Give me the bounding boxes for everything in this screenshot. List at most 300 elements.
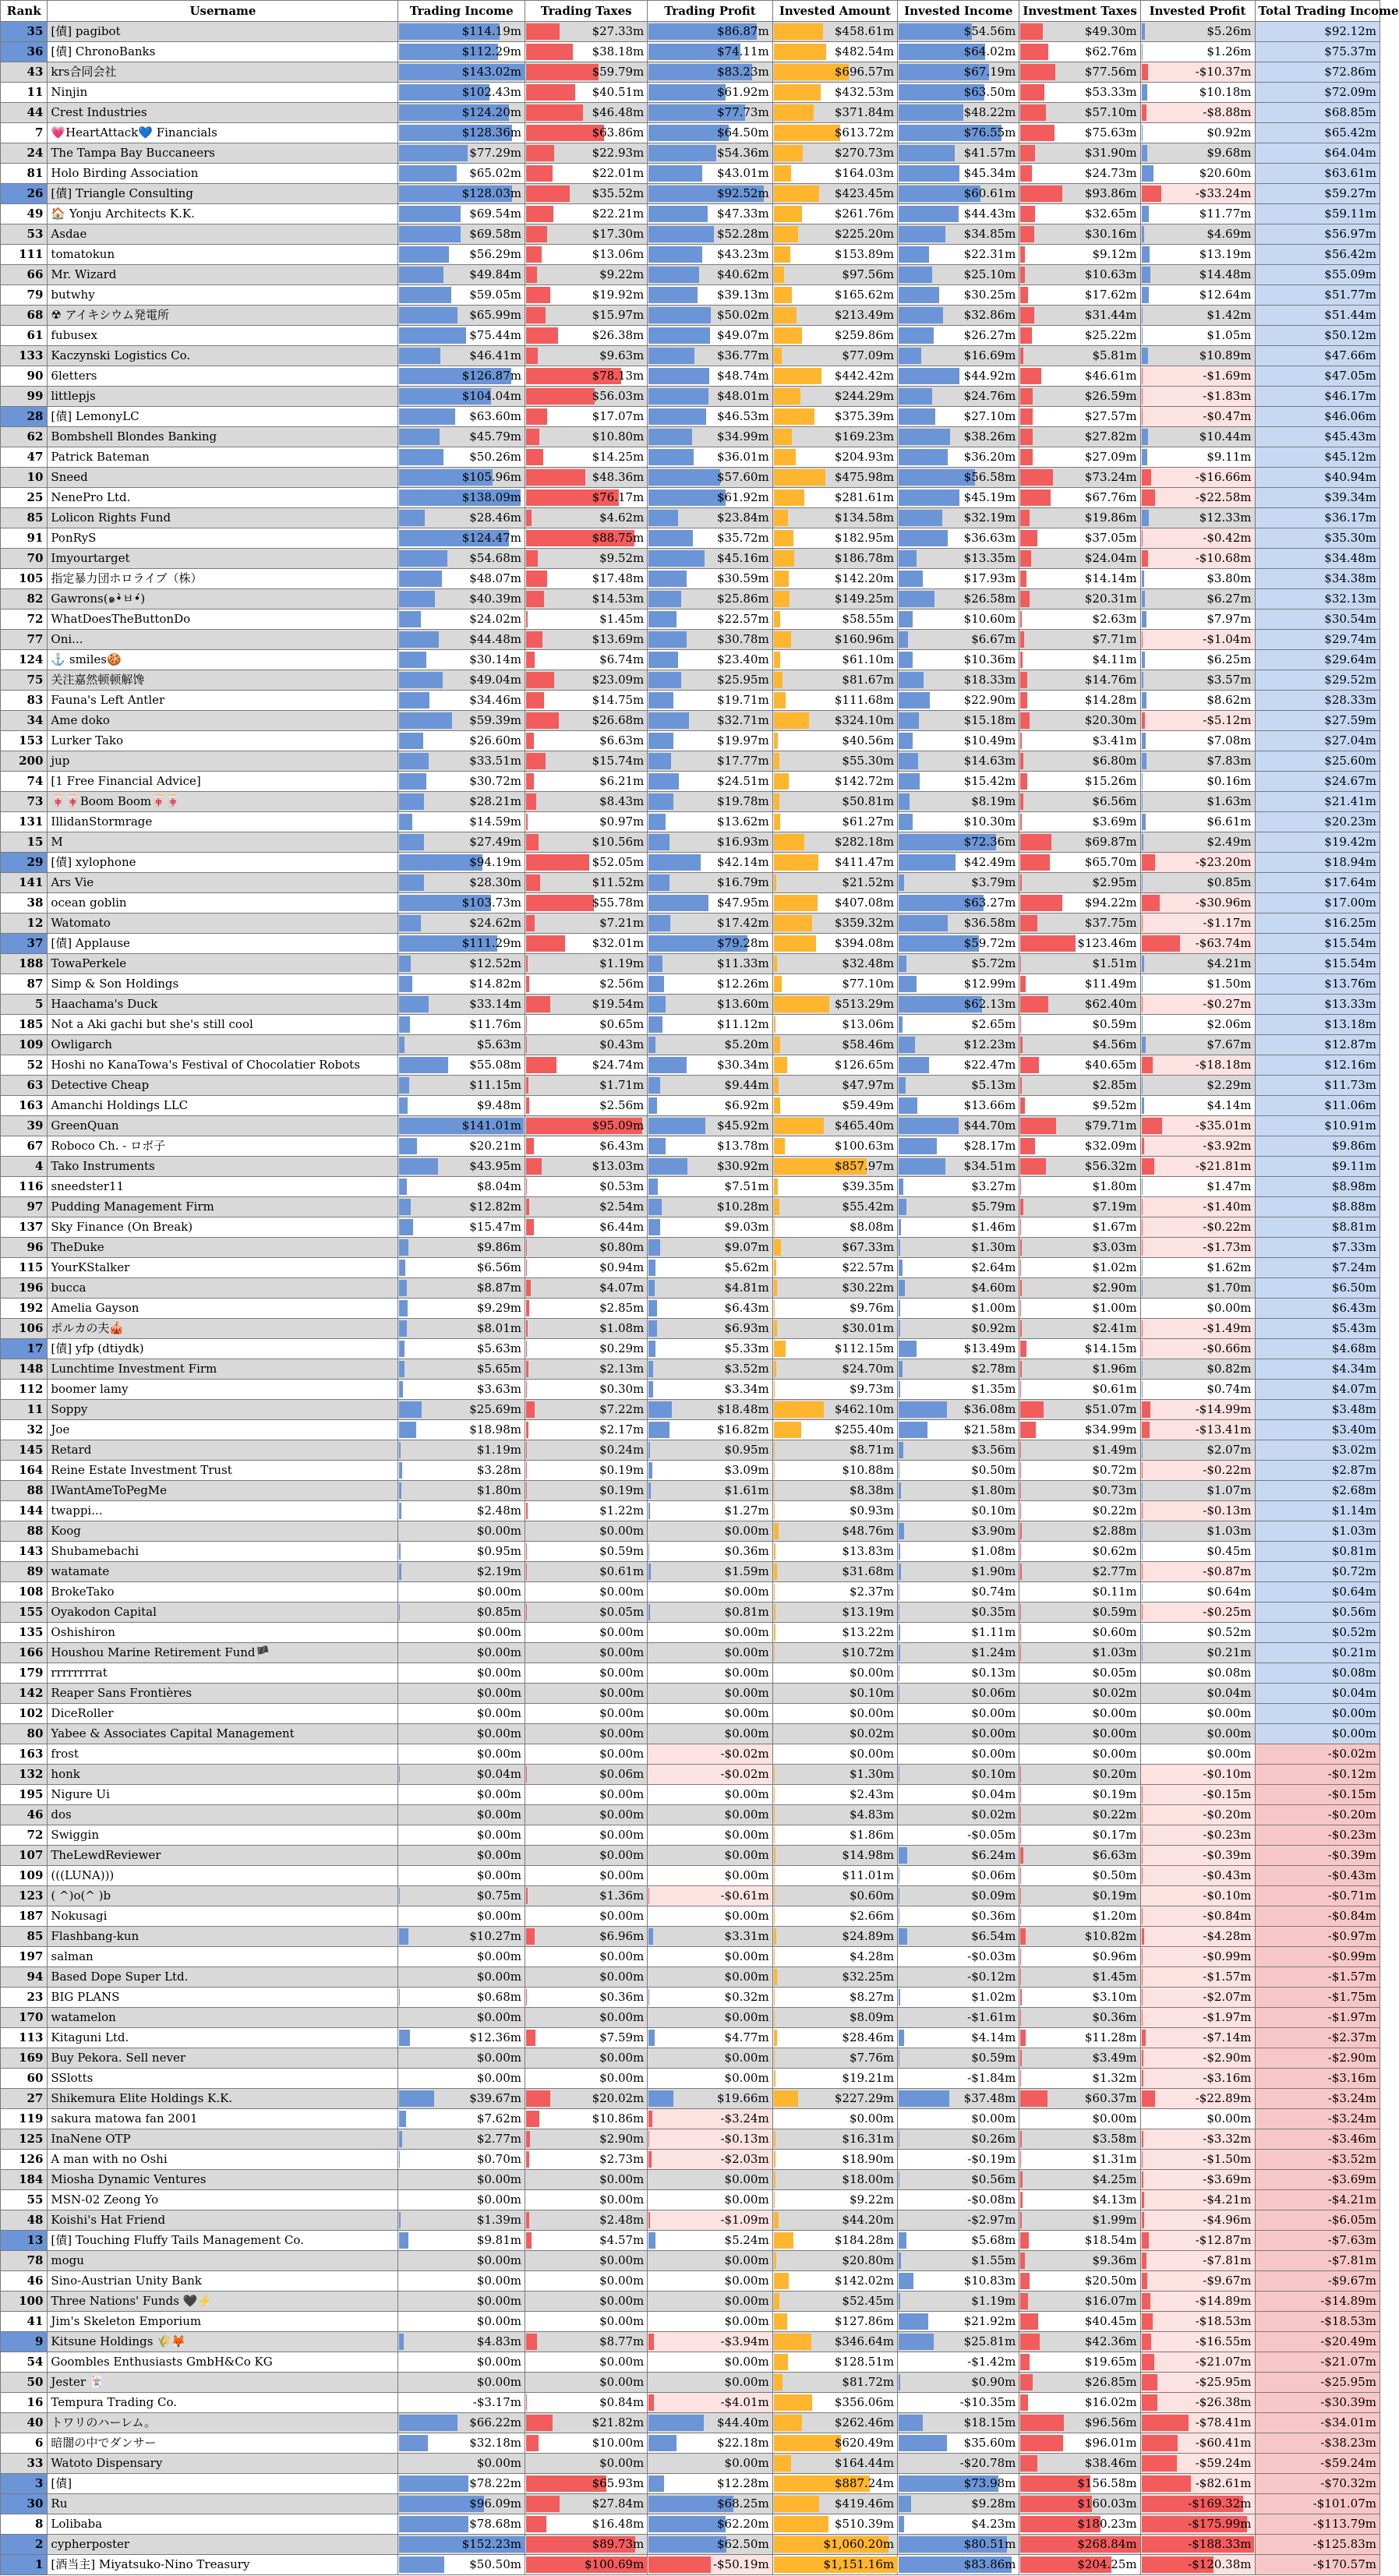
- value-text: $0.62m: [1092, 1544, 1137, 1558]
- value-text: $69.87m: [1084, 835, 1137, 849]
- table-row: [1, 2271, 1380, 2292]
- value-text: $51.07m: [1084, 1402, 1137, 1416]
- trading-income-cell: [398, 873, 525, 893]
- trading-taxes-cell: [525, 184, 647, 204]
- trading-profit-cell: [648, 731, 772, 751]
- rank-cell: 166: [1, 1643, 48, 1663]
- invested-amount-cell: [772, 326, 897, 346]
- value-text: $19.78m: [716, 794, 769, 808]
- investment-taxes-cell: [1019, 1967, 1140, 1988]
- value-bar: [774, 2374, 783, 2390]
- value-text: $411.47m: [834, 855, 895, 869]
- invested-profit-cell: [1140, 670, 1255, 691]
- value-text: $9.28m: [971, 2496, 1016, 2511]
- value-bar: [774, 2354, 788, 2370]
- value-text: $0.61m: [1092, 1382, 1137, 1396]
- value-bar: [1020, 1320, 1021, 1337]
- value-text: -$0.10m: [1203, 1889, 1252, 1903]
- value-text: $36.63m: [963, 531, 1016, 545]
- value-text: -$7.14m: [1203, 2030, 1252, 2044]
- value-text: $10.36m: [963, 652, 1016, 666]
- rank-cell: 135: [1, 1623, 48, 1643]
- value-text: $0.70m: [476, 2152, 521, 2166]
- value-text: $18.33m: [963, 673, 1016, 687]
- table-row: [1, 2535, 1380, 2555]
- table-row: [1, 2150, 1380, 2170]
- table-row: [1, 1217, 1380, 1238]
- username-cell: (((LUNA))): [48, 1866, 398, 1886]
- value-bar: [1020, 2435, 1063, 2451]
- investment-taxes-cell: [1019, 711, 1140, 731]
- value-text: $6.25m: [1206, 652, 1252, 666]
- trading-taxes-cell: [525, 265, 647, 285]
- value-text: $0.00m: [724, 2375, 769, 2389]
- trading-taxes-cell: [525, 2251, 647, 2271]
- value-text: $18.48m: [716, 1402, 769, 1416]
- trading-taxes-cell: [525, 1805, 647, 1825]
- value-text: -$0.39m: [1203, 1848, 1252, 1862]
- value-bar: [899, 1178, 903, 1195]
- value-text: $65.02m: [469, 166, 521, 180]
- invested-amount-cell: [772, 2150, 897, 2170]
- value-text: $17.00m: [1324, 896, 1376, 910]
- value-text: -$1.09m: [720, 2213, 769, 2227]
- username-cell: Kitaguni Ltd.: [48, 2028, 398, 2048]
- value-bar: [1142, 2030, 1146, 2046]
- value-text: $0.08m: [1331, 1666, 1376, 1680]
- table-row: [1, 1015, 1380, 1035]
- value-text: $2.88m: [1092, 1524, 1137, 1538]
- value-bar: [899, 510, 942, 526]
- rank-cell: 68: [1, 306, 48, 326]
- value-text: $32.18m: [469, 2436, 521, 2450]
- value-text: $2.77m: [1092, 1564, 1137, 1578]
- value-text: $10.83m: [963, 2274, 1016, 2288]
- value-text: $0.75m: [476, 1889, 521, 1903]
- trading-profit-cell: [648, 326, 772, 346]
- value-text: -$30.96m: [1195, 896, 1252, 910]
- trading-taxes-cell: [525, 346, 647, 366]
- value-text: $0.00m: [476, 1686, 521, 1700]
- invested-profit-cell: [1140, 610, 1255, 630]
- invested-amount-cell: [772, 204, 897, 224]
- investment-taxes-cell: [1019, 2150, 1140, 2170]
- value-bar: [1142, 631, 1143, 648]
- value-text: $20.23m: [1324, 814, 1376, 829]
- value-text: $8.27m: [849, 1990, 895, 2004]
- value-bar: [899, 2313, 928, 2330]
- rank-cell: 50: [1, 2373, 48, 2393]
- value-text: $24.62m: [469, 916, 521, 930]
- value-text: -$0.13m: [1203, 1504, 1252, 1518]
- value-text: $0.00m: [1206, 1301, 1252, 1315]
- value-bar: [899, 226, 945, 242]
- value-text: -$0.84m: [1203, 1909, 1252, 1923]
- value-text: $1.03m: [1092, 1645, 1137, 1659]
- value-text: -$3.17m: [472, 2395, 521, 2409]
- value-text: $0.00m: [849, 1747, 895, 1761]
- invested-amount-cell: [772, 42, 897, 62]
- username-cell: Simp & Son Holdings: [48, 974, 398, 995]
- total-trading-income-cell: [1255, 1096, 1380, 1116]
- invested-income-cell: [898, 427, 1019, 447]
- value-text: $18.00m: [842, 2172, 895, 2186]
- value-text: $6.74m: [599, 652, 645, 666]
- value-text: $0.00m: [599, 1970, 645, 1984]
- value-text: $4.62m: [599, 511, 645, 525]
- value-text: -$125.83m: [1312, 2537, 1376, 2551]
- total-trading-income-cell: [1255, 326, 1380, 346]
- value-bar: [399, 1442, 400, 1458]
- value-bar: [1020, 773, 1027, 790]
- trading-income-cell: [398, 1116, 525, 1136]
- invested-amount-cell: [772, 346, 897, 366]
- invested-income-cell: [898, 1258, 1019, 1278]
- value-text: $3.90m: [971, 1524, 1016, 1538]
- username-cell: Nigure Ui: [48, 1785, 398, 1805]
- table-header: [1, 1, 1399, 22]
- value-bar: [1020, 2334, 1039, 2350]
- username-cell: Sky Finance (On Break): [48, 1217, 398, 1238]
- value-bar: [899, 1381, 900, 1398]
- value-text: -$22.89m: [1195, 2091, 1252, 2105]
- trading-taxes-cell: [525, 913, 647, 934]
- value-text: $8.87m: [476, 1281, 521, 1295]
- value-bar: [399, 2435, 427, 2451]
- value-bar: [399, 2151, 400, 2168]
- invested-income-cell: [898, 1623, 1019, 1643]
- invested-amount-cell: [772, 2433, 897, 2454]
- value-bar: [774, 1381, 775, 1398]
- value-bar: [648, 895, 708, 911]
- value-text: $2.43m: [849, 1787, 895, 1801]
- value-text: $0.22m: [1092, 1807, 1137, 1822]
- invested-profit-cell: [1140, 346, 1255, 366]
- trading-taxes-cell: [525, 1380, 647, 1400]
- value-bar: [774, 854, 818, 871]
- value-bar: [1020, 2171, 1022, 2188]
- value-text: $620.49m: [834, 2436, 895, 2450]
- value-text: $14.15m: [1084, 1341, 1137, 1355]
- total-trading-income-cell: [1255, 1035, 1380, 1055]
- value-bar: [399, 591, 435, 607]
- table-row: [1, 1562, 1380, 1582]
- value-text: $56.42m: [1324, 247, 1376, 261]
- rank-cell: 88: [1, 1521, 48, 1542]
- value-text: $28.30m: [469, 875, 521, 889]
- investment-taxes-cell: [1019, 1663, 1140, 1684]
- investment-taxes-cell: [1019, 873, 1140, 893]
- investment-taxes-cell: [1019, 2433, 1140, 2454]
- investment-taxes-cell: [1019, 1785, 1140, 1805]
- rank-cell: 115: [1, 1258, 48, 1278]
- value-text: $22.57m: [842, 1260, 895, 1274]
- value-bar: [1142, 2050, 1143, 2066]
- invested-profit-cell: [1140, 2170, 1255, 2190]
- trading-profit-cell: [648, 2352, 772, 2373]
- username-cell: Lolicon Rights Fund: [48, 508, 398, 528]
- value-text: -$26.38m: [1195, 2395, 1252, 2409]
- value-text: $0.17m: [1092, 1828, 1137, 1842]
- trading-taxes-cell: [525, 954, 647, 974]
- value-text: $0.00m: [1092, 1706, 1137, 1720]
- value-text: $2.85m: [599, 1301, 645, 1315]
- value-text: $0.61m: [599, 1564, 645, 1578]
- value-text: $60.61m: [963, 186, 1016, 200]
- value-text: -$1.57m: [1203, 1970, 1252, 1984]
- value-text: $56.03m: [592, 389, 645, 403]
- value-text: $32.01m: [592, 936, 645, 950]
- value-text: $0.16m: [1206, 774, 1252, 788]
- value-text: $45.79m: [469, 429, 521, 443]
- value-text: $51.44m: [1324, 308, 1376, 322]
- invested-income-cell: [898, 1846, 1019, 1866]
- value-text: $1.02m: [1092, 1260, 1137, 1274]
- value-bar: [399, 408, 455, 425]
- trading-income-cell: [398, 853, 525, 873]
- invested-income-cell: [898, 1217, 1019, 1238]
- value-text: -$120.38m: [1188, 2557, 1252, 2571]
- value-text: $17.42m: [716, 916, 769, 930]
- value-bar: [1142, 2394, 1157, 2411]
- invested-profit-cell: [1140, 508, 1255, 528]
- value-text: -$1.17m: [1203, 916, 1252, 930]
- value-bar: [526, 2090, 550, 2107]
- value-text: $13.18m: [1324, 1017, 1376, 1031]
- invested-amount-cell: [772, 508, 897, 528]
- value-text: $20.80m: [842, 2253, 895, 2267]
- investment-taxes-cell: [1019, 1582, 1140, 1602]
- invested-income-cell: [898, 447, 1019, 468]
- username-cell: ( ^)o(^ )b: [48, 1886, 398, 1906]
- invested-amount-cell: [772, 488, 897, 508]
- value-bar: [526, 206, 553, 222]
- value-bar: [526, 104, 583, 121]
- invested-amount-cell: [772, 1055, 897, 1076]
- total-trading-income-cell: [1255, 1015, 1380, 1035]
- value-text: -$0.13m: [720, 2132, 769, 2146]
- value-text: $17.77m: [716, 754, 769, 768]
- investment-taxes-cell: [1019, 1825, 1140, 1846]
- invested-profit-cell: [1140, 812, 1255, 832]
- value-bar: [774, 672, 783, 688]
- invested-profit-cell: [1140, 893, 1255, 913]
- value-bar: [648, 1037, 655, 1053]
- value-bar: [648, 1280, 655, 1296]
- value-text: $16.93m: [716, 835, 769, 849]
- value-bar: [899, 1928, 907, 1945]
- value-text: -$0.42m: [1203, 531, 1252, 545]
- invested-amount-cell: [772, 630, 897, 650]
- value-text: $10.18m: [1199, 85, 1252, 99]
- value-bar: [1142, 1097, 1144, 1114]
- value-bar: [1142, 834, 1143, 850]
- table-row: [1, 1116, 1380, 1136]
- trading-taxes-cell: [525, 1299, 647, 1319]
- value-bar: [774, 429, 792, 445]
- value-bar: [899, 1199, 906, 1215]
- value-text: $10.63m: [1084, 267, 1137, 281]
- value-text: $16.25m: [1324, 916, 1376, 930]
- total-trading-income-cell: [1255, 2555, 1380, 2575]
- value-text: $6.24m: [971, 1848, 1016, 1862]
- value-text: $46.53m: [716, 409, 769, 423]
- value-bar: [1142, 895, 1161, 911]
- trading-income-cell: [398, 2129, 525, 2150]
- value-text: $61.27m: [842, 814, 895, 829]
- value-text: -$50.19m: [712, 2557, 769, 2571]
- value-text: $63.60m: [469, 409, 521, 423]
- invested-profit-cell: [1140, 1217, 1255, 1238]
- value-bar: [899, 875, 904, 891]
- value-bar: [1142, 2192, 1144, 2208]
- value-text: $36.77m: [716, 348, 769, 362]
- value-bar: [1020, 1158, 1045, 1175]
- trading-taxes-cell: [525, 974, 647, 995]
- total-trading-income-cell: [1255, 508, 1380, 528]
- invested-profit-cell: [1140, 387, 1255, 407]
- total-trading-income-cell: [1255, 772, 1380, 792]
- value-text: -$20.78m: [959, 2456, 1016, 2470]
- trading-income-cell: [398, 1217, 525, 1238]
- value-bar: [774, 1482, 775, 1499]
- value-text: $7.76m: [849, 2051, 895, 2065]
- username-cell: Houshou Marine Retirement Fund🏴: [48, 1643, 398, 1663]
- value-text: $0.00m: [1206, 1747, 1252, 1761]
- total-trading-income-cell: [1255, 2150, 1380, 2170]
- rank-cell: 78: [1, 2251, 48, 2271]
- invested-income-cell: [898, 569, 1019, 589]
- value-text: $126.65m: [834, 1058, 895, 1072]
- total-trading-income-cell: [1255, 1157, 1380, 1177]
- value-text: $16.07m: [1084, 2294, 1137, 2308]
- table-row: [1, 1380, 1380, 1400]
- trading-taxes-cell: [525, 1562, 647, 1582]
- value-bar: [399, 733, 422, 749]
- trading-income-cell: [398, 1420, 525, 1440]
- value-text: $42.14m: [716, 855, 769, 869]
- value-text: -$0.15m: [1203, 1787, 1252, 1801]
- trading-income-cell: [398, 306, 525, 326]
- value-bar: [1020, 84, 1044, 101]
- table-row: [1, 1704, 1380, 1724]
- investment-taxes-cell: [1019, 1846, 1140, 1866]
- invested-profit-cell: [1140, 1096, 1255, 1116]
- trading-income-cell: [398, 42, 525, 62]
- trading-taxes-cell: [525, 447, 647, 468]
- invested-income-cell: [898, 1055, 1019, 1076]
- value-bar: [774, 226, 798, 242]
- value-bar: [1020, 327, 1031, 344]
- value-bar: [1020, 368, 1041, 384]
- value-text: $0.59m: [1092, 1605, 1137, 1619]
- username-cell: Three Nations' Funds 🖤⚡: [48, 2292, 398, 2312]
- value-text: $371.84m: [834, 105, 895, 119]
- invested-profit-cell: [1140, 1988, 1255, 2008]
- value-bar: [774, 712, 809, 729]
- value-bar: [648, 1462, 652, 1479]
- value-bar: [399, 1989, 400, 2005]
- total-trading-income-cell: [1255, 893, 1380, 913]
- value-bar: [526, 84, 575, 101]
- trading-income-cell: [398, 1299, 525, 1319]
- total-trading-income-cell: [1255, 731, 1380, 751]
- trading-taxes-cell: [525, 2008, 647, 2028]
- invested-income-cell: [898, 1015, 1019, 1035]
- username-cell: Oni...: [48, 630, 398, 650]
- value-text: $8.09m: [849, 2010, 895, 2024]
- trading-taxes-cell: [525, 306, 647, 326]
- invested-profit-cell: [1140, 2352, 1255, 2373]
- value-text: $1.20m: [1092, 1909, 1137, 1923]
- invested-income-cell: [898, 549, 1019, 569]
- value-text: $9.11m: [1206, 450, 1252, 464]
- trading-taxes-cell: [525, 2413, 647, 2433]
- trading-income-cell: [398, 569, 525, 589]
- trading-profit-cell: [648, 2312, 772, 2332]
- table-row: [1, 1096, 1380, 1116]
- value-bar: [899, 1543, 900, 1560]
- total-trading-income-cell: [1255, 1177, 1380, 1197]
- value-bar: [774, 2273, 790, 2289]
- rank-cell: 74: [1, 772, 48, 792]
- value-bar: [648, 469, 720, 486]
- value-text: -$16.55m: [1195, 2334, 1252, 2348]
- value-bar: [399, 449, 443, 465]
- value-text: $26.68m: [592, 713, 645, 727]
- value-text: -$101.07m: [1312, 2496, 1376, 2511]
- value-text: -$0.39m: [1327, 1848, 1376, 1862]
- value-text: -$0.10m: [1203, 1767, 1252, 1781]
- investment-taxes-cell: [1019, 366, 1140, 387]
- trading-profit-cell: [648, 995, 772, 1015]
- value-text: $13.19m: [842, 1605, 895, 1619]
- value-bar: [1142, 226, 1145, 242]
- value-text: $4.25m: [1092, 2172, 1137, 2186]
- total-trading-income-cell: [1255, 954, 1380, 974]
- total-trading-income-cell: [1255, 2535, 1380, 2555]
- invested-income-cell: [898, 1643, 1019, 1663]
- trading-taxes-cell: [525, 1258, 647, 1278]
- invested-amount-cell: [772, 184, 897, 204]
- trading-taxes-cell: [525, 1116, 647, 1136]
- trading-taxes-cell: [525, 143, 647, 164]
- invested-amount-cell: [772, 1420, 897, 1440]
- trading-profit-cell: [648, 1278, 772, 1299]
- trading-taxes-cell: [525, 1542, 647, 1562]
- value-bar: [526, 672, 554, 688]
- value-text: $6.21m: [599, 774, 645, 788]
- trading-income-cell: [398, 1623, 525, 1643]
- value-bar: [399, 1097, 408, 1114]
- value-bar: [648, 692, 673, 708]
- value-bar: [1020, 104, 1046, 121]
- value-text: $0.00m: [476, 1645, 521, 1659]
- value-text: $0.10m: [971, 1767, 1016, 1781]
- trading-taxes-cell: [525, 1076, 647, 1096]
- invested-income-cell: [898, 224, 1019, 245]
- invested-profit-cell: [1140, 2454, 1255, 2474]
- value-bar: [1142, 2455, 1177, 2472]
- value-text: $0.74m: [1206, 1382, 1252, 1396]
- trading-profit-cell: [648, 1461, 772, 1481]
- value-bar: [899, 267, 932, 283]
- invested-profit-cell: [1140, 204, 1255, 224]
- value-bar: [774, 1016, 775, 1033]
- trading-taxes-cell: [525, 1238, 647, 1258]
- invested-income-cell: [898, 1805, 1019, 1825]
- value-bar: [774, 935, 817, 952]
